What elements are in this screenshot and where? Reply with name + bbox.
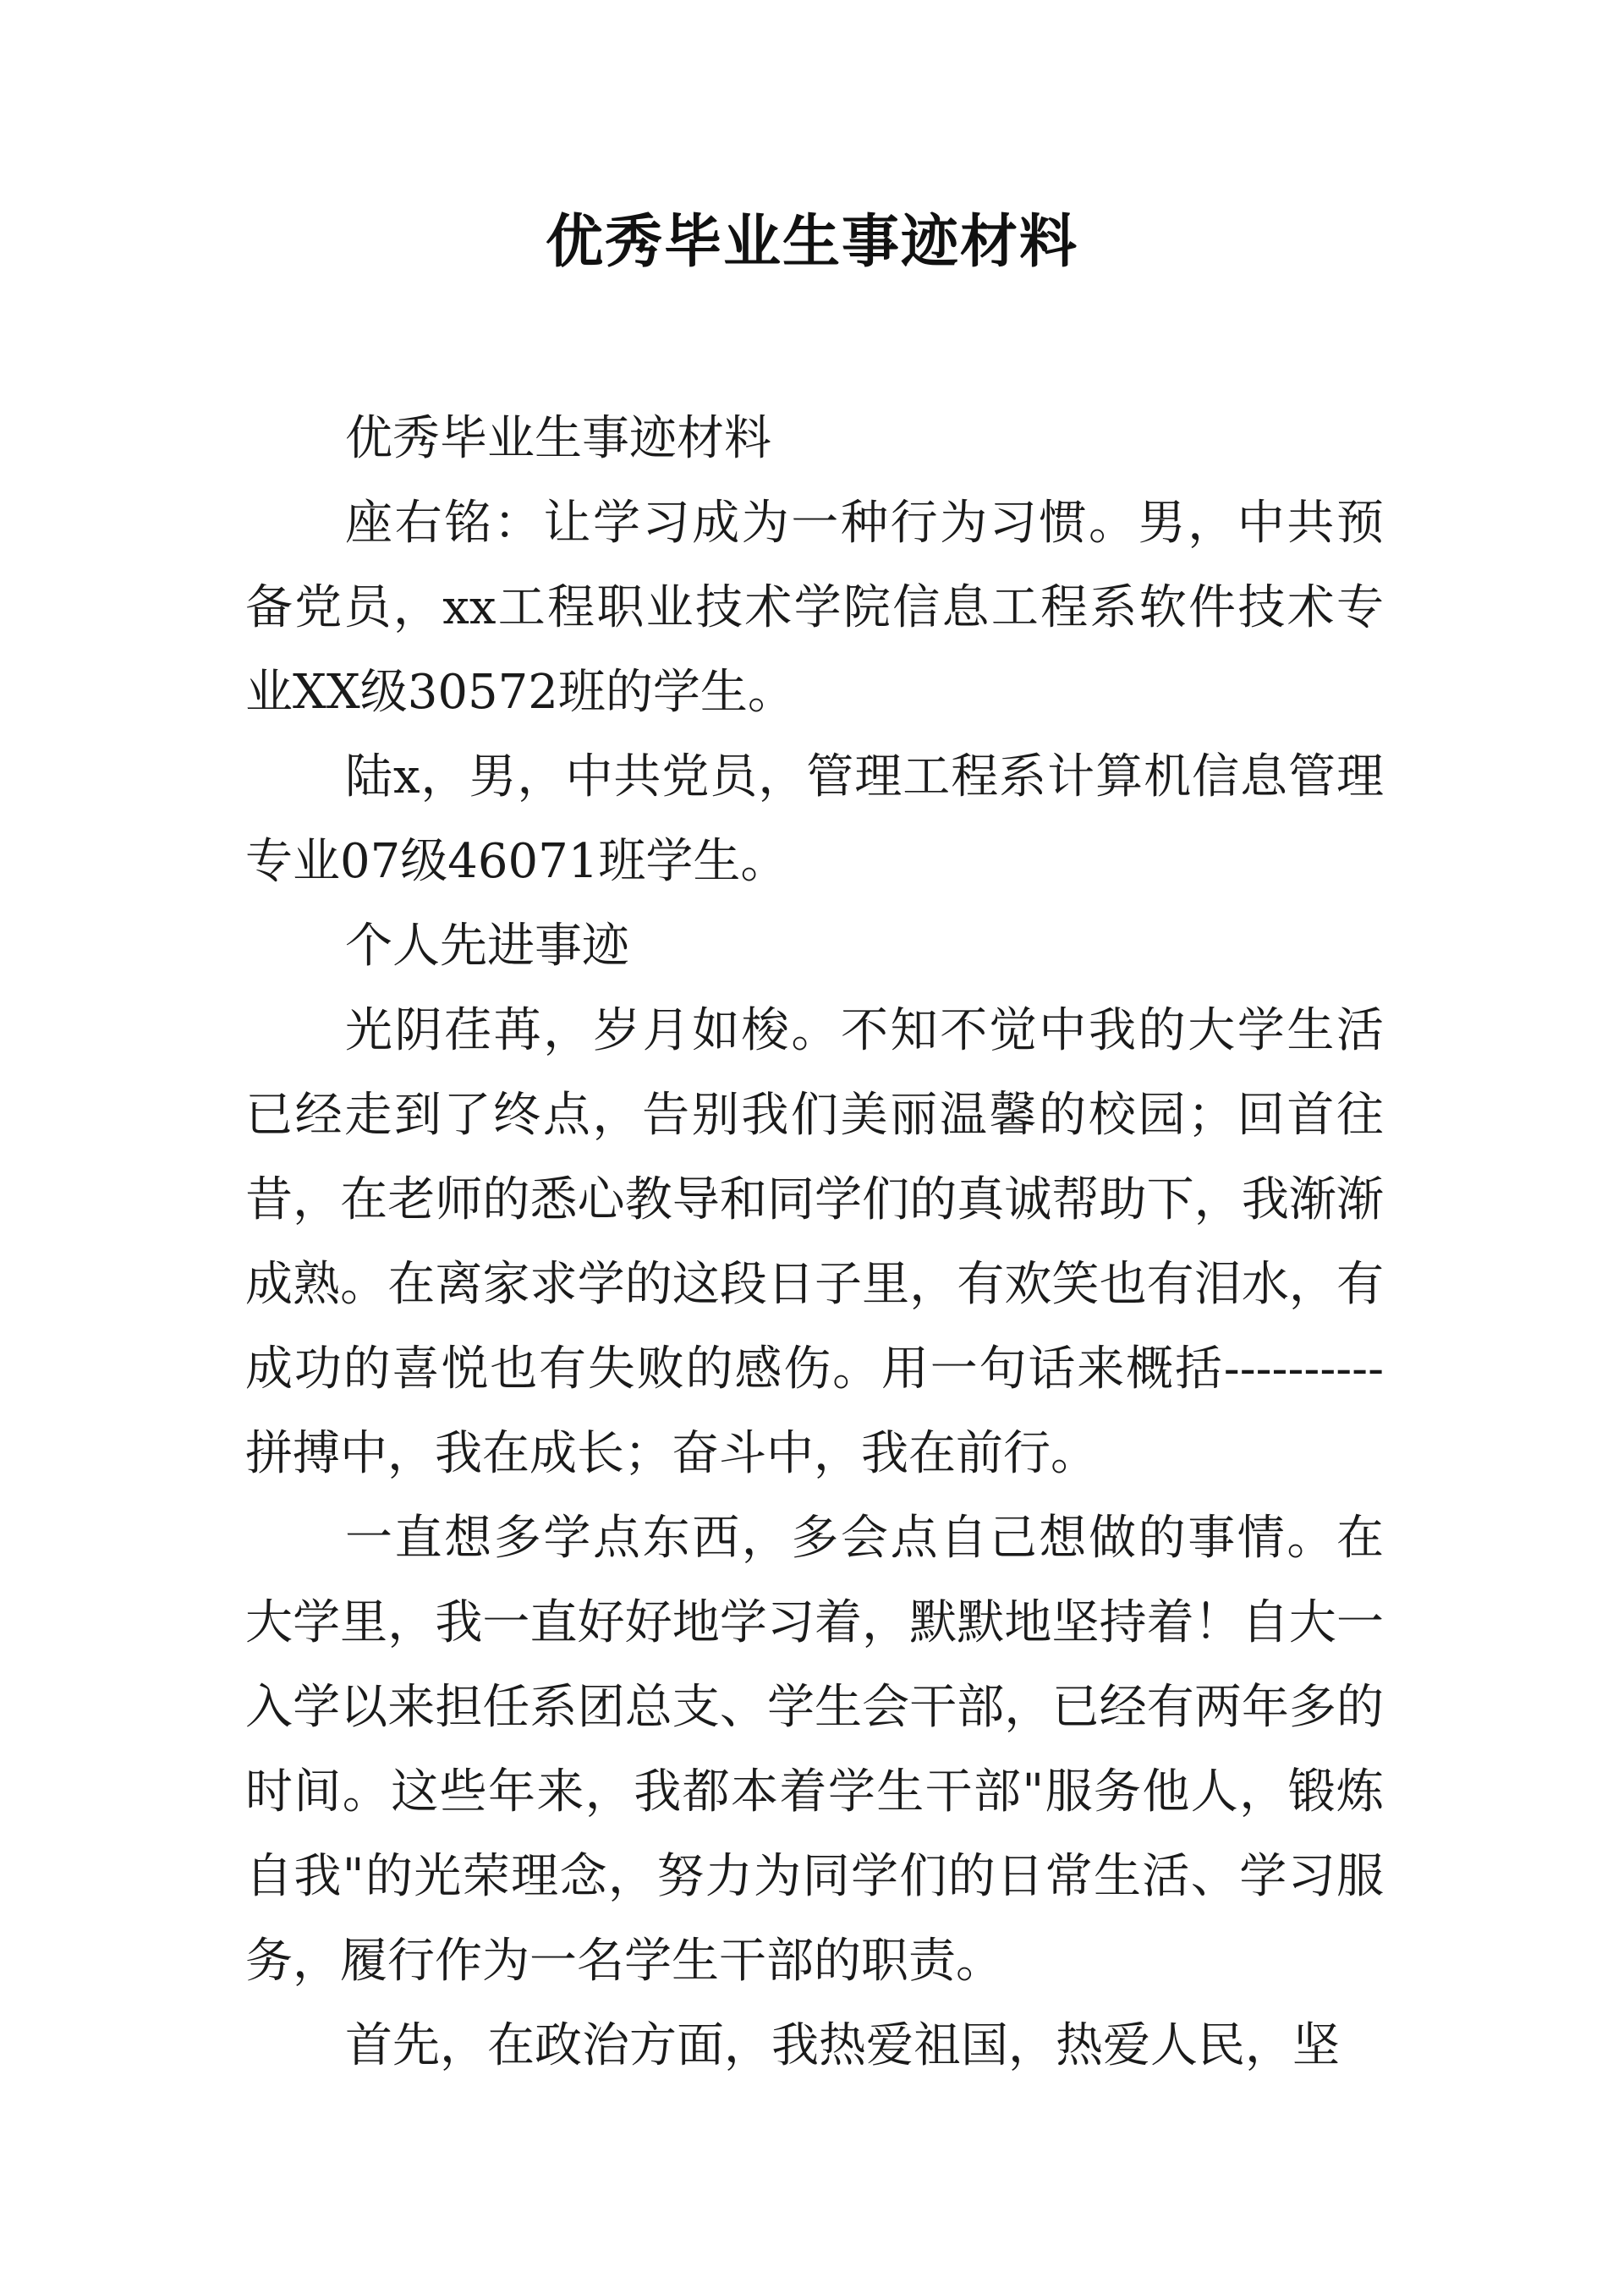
document-body — [245, 397, 1384, 2088]
paragraph-motto: 座右铭：让学习成为一种行为习惯。男，中共预备党员，xx工程职业技术学院信息工程系软件技术专业XX级30572班的学生。 — [245, 496, 1384, 720]
paragraph-heading: 优秀毕业生事迹材料 — [345, 411, 771, 466]
paragraph-politics: 首先，在政治方面，我热爱祖国，热爱人民，坚 — [345, 2018, 1340, 2073]
document-title: 优秀毕业生事迹材料 — [545, 208, 1078, 276]
paragraph-reflection: 光阴荏苒，岁月如梭。不知不觉中我的大学生活已经走到了终点，告别我们美丽温馨的校园；回首往昔，在老师的悉心教导和同学们的真诚帮助下，我渐渐成熟。在离家求学的这段日子里，有欢笑也有泪水，有成功的喜悦也有失败的感伤。用一句话来概括----------拼搏中，我在成长；奋斗中，我在前行。 — [245, 1003, 1384, 1481]
paragraph-student-leader: 一直想多学点东西，多会点自己想做的事情。在大学里，我一直好好地学习着，默默地坚持着！自大一入学以来担任系团总支、学生会干部，已经有两年多的时间。这些年来，我都本着学生干部"服务他人，锻炼自我"的光荣理念，努力为同学们的日常生活、学习服务，履行作为一名学生干部的职责。 — [245, 1511, 1384, 1989]
paragraph-section-heading: 个人先进事迹 — [345, 919, 629, 974]
paragraph-profile: 陆x，男，中共党员，管理工程系计算机信息管理专业07级46071班学生。 — [245, 749, 1384, 889]
